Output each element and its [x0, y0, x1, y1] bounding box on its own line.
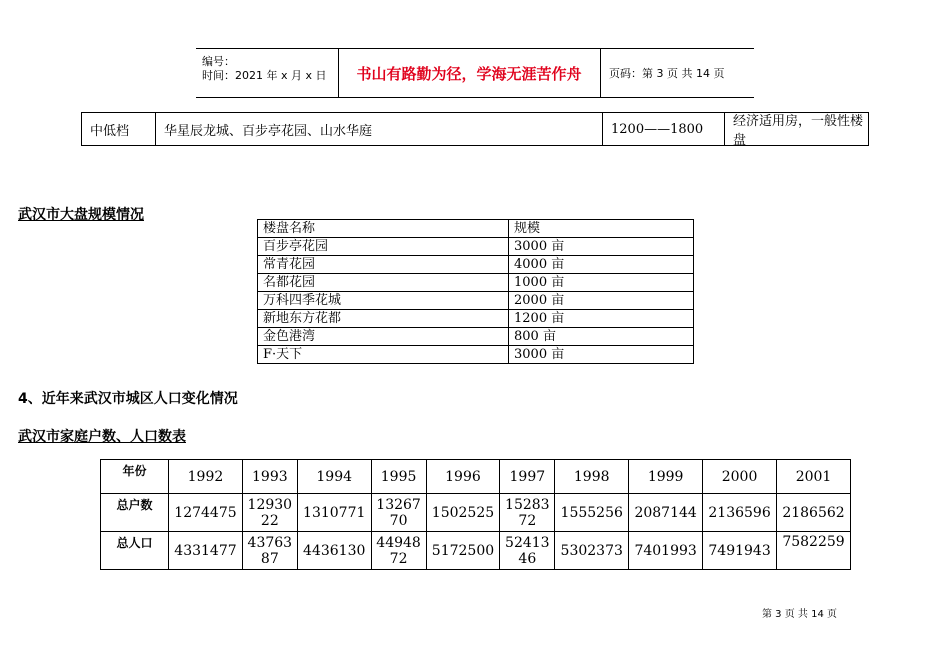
scale-project-name: 百步亭花园	[258, 238, 509, 256]
scale-project-name: 名都花园	[258, 274, 509, 292]
scale-table-row	[258, 310, 694, 328]
scale-project-size: 2000 亩	[509, 292, 694, 310]
scale-table-row	[258, 292, 694, 310]
year-cell	[426, 460, 500, 494]
header-time-label: 时间：2021 年 x 月 x 日	[202, 69, 327, 82]
population-cell	[426, 532, 500, 570]
scale-header-size: 规模	[509, 220, 694, 238]
population-cell	[777, 532, 851, 570]
households-cell-value: 1326770	[376, 496, 421, 529]
scale-project-name: 万科四季花城	[258, 292, 509, 310]
population-cell	[297, 532, 371, 570]
households-cell	[371, 494, 426, 532]
population-cell-value: 7401993	[634, 542, 697, 559]
scale-table-row	[258, 328, 694, 346]
year-cell	[500, 460, 555, 494]
households-cell-value: 2136596	[708, 504, 771, 521]
year-cell	[629, 460, 703, 494]
year-cell-value: 1994	[316, 468, 353, 485]
header-number-label: 编号：	[202, 55, 235, 68]
year-cell	[371, 460, 426, 494]
households-cell	[242, 494, 297, 532]
header-meta	[196, 49, 339, 97]
population-cell-value: 7582259	[782, 534, 845, 550]
households-cell	[500, 494, 555, 532]
scale-project-size: 1000 亩	[509, 274, 694, 292]
header-motto: 书山有路勤为径，学海无涯苦作舟	[338, 49, 601, 97]
year-cell	[703, 460, 777, 494]
section4-heading: 4、近年来武汉市城区人口变化情况	[18, 391, 238, 407]
tier-type: 经济适用房，一般性楼盘	[733, 114, 864, 148]
population-cell-value: 4494872	[376, 534, 421, 567]
population-cell	[500, 532, 555, 570]
scale-table-row	[258, 238, 694, 256]
households-cell	[169, 494, 243, 532]
tier-projects: 华星辰龙城、百步亭花园、山水华庭	[156, 113, 603, 145]
households-cell	[555, 494, 629, 532]
scale-project-size: 3000 亩	[509, 346, 694, 364]
scale-project-size: 4000 亩	[509, 256, 694, 274]
year-cell-value: 2001	[795, 468, 832, 485]
households-cell-value: 2186562	[782, 504, 845, 521]
year-cell	[555, 460, 629, 494]
scale-project-name: F·天下	[258, 346, 509, 364]
population-table	[100, 459, 851, 570]
year-cell-value: 1996	[445, 468, 481, 485]
households-cell-value: 1502525	[431, 504, 495, 521]
households-cell	[777, 494, 851, 532]
tier-table-row	[81, 112, 869, 146]
households-row-label: 总户数	[101, 494, 169, 532]
scale-header-name: 楼盘名称	[258, 220, 509, 238]
population-row-label: 总人口	[101, 532, 169, 570]
scale-project-size: 1200 亩	[509, 310, 694, 328]
households-cell	[629, 494, 703, 532]
population-cell	[242, 532, 297, 570]
tier-grade: 中低档	[82, 113, 156, 145]
population-table-title: 武汉市家庭户数、人口数表	[18, 429, 186, 445]
scale-table-header-row	[258, 220, 694, 238]
scale-project-size: 3000 亩	[509, 238, 694, 256]
year-cell	[297, 460, 371, 494]
population-cell-value: 7491943	[708, 542, 771, 559]
scale-project-name: 新地东方花都	[258, 310, 509, 328]
year-row	[101, 460, 851, 494]
year-cell-value: 1999	[647, 468, 684, 485]
population-cell-value: 4436130	[303, 542, 366, 559]
households-cell	[297, 494, 371, 532]
header-page-label: 页码：第 3 页 共 14 页	[609, 67, 725, 80]
year-cell-value: 1995	[380, 468, 417, 485]
households-row	[101, 494, 851, 532]
scale-project-name: 金色港湾	[258, 328, 509, 346]
population-cell	[703, 532, 777, 570]
scale-table-body	[258, 220, 694, 364]
year-cell-value: 1993	[252, 468, 288, 485]
scale-project-size: 800 亩	[509, 328, 694, 346]
population-cell-value: 5172500	[431, 542, 495, 559]
households-cell-value: 1528372	[505, 496, 550, 529]
population-cell-value: 5241346	[505, 534, 550, 567]
scale-project-name: 常青花园	[258, 256, 509, 274]
households-cell-value: 1293022	[247, 496, 293, 529]
households-cell-value: 1555256	[560, 504, 623, 521]
households-cell-value: 1274475	[174, 504, 237, 521]
population-cell	[371, 532, 426, 570]
population-cell	[555, 532, 629, 570]
households-cell-value: 1310771	[303, 504, 366, 521]
scale-table-row	[258, 346, 694, 364]
year-cell	[777, 460, 851, 494]
population-cell-value: 4331477	[174, 542, 237, 559]
page-header	[196, 48, 754, 98]
footer-page-number: 第 3 页 共 14 页	[762, 609, 837, 620]
year-cell-value: 1998	[573, 468, 610, 485]
year-cell-value: 1992	[187, 468, 224, 485]
households-cell	[426, 494, 500, 532]
scale-table	[257, 219, 694, 364]
scale-section-title: 武汉市大盘规模情况	[18, 207, 144, 223]
population-cell	[629, 532, 703, 570]
households-cell	[703, 494, 777, 532]
households-cell-value: 2087144	[634, 504, 697, 521]
year-row-label: 年份	[101, 460, 169, 494]
scale-table-row	[258, 274, 694, 292]
year-cell-value: 1997	[509, 468, 546, 485]
population-cell	[169, 532, 243, 570]
population-cell-value: 4376387	[247, 534, 293, 567]
tier-price: 1200——1800	[603, 113, 725, 145]
scale-table-row	[258, 256, 694, 274]
year-cell	[169, 460, 243, 494]
population-cell-value: 5302373	[560, 542, 623, 559]
population-row	[101, 532, 851, 570]
year-cell-value: 2000	[721, 468, 758, 485]
year-cell	[242, 460, 297, 494]
